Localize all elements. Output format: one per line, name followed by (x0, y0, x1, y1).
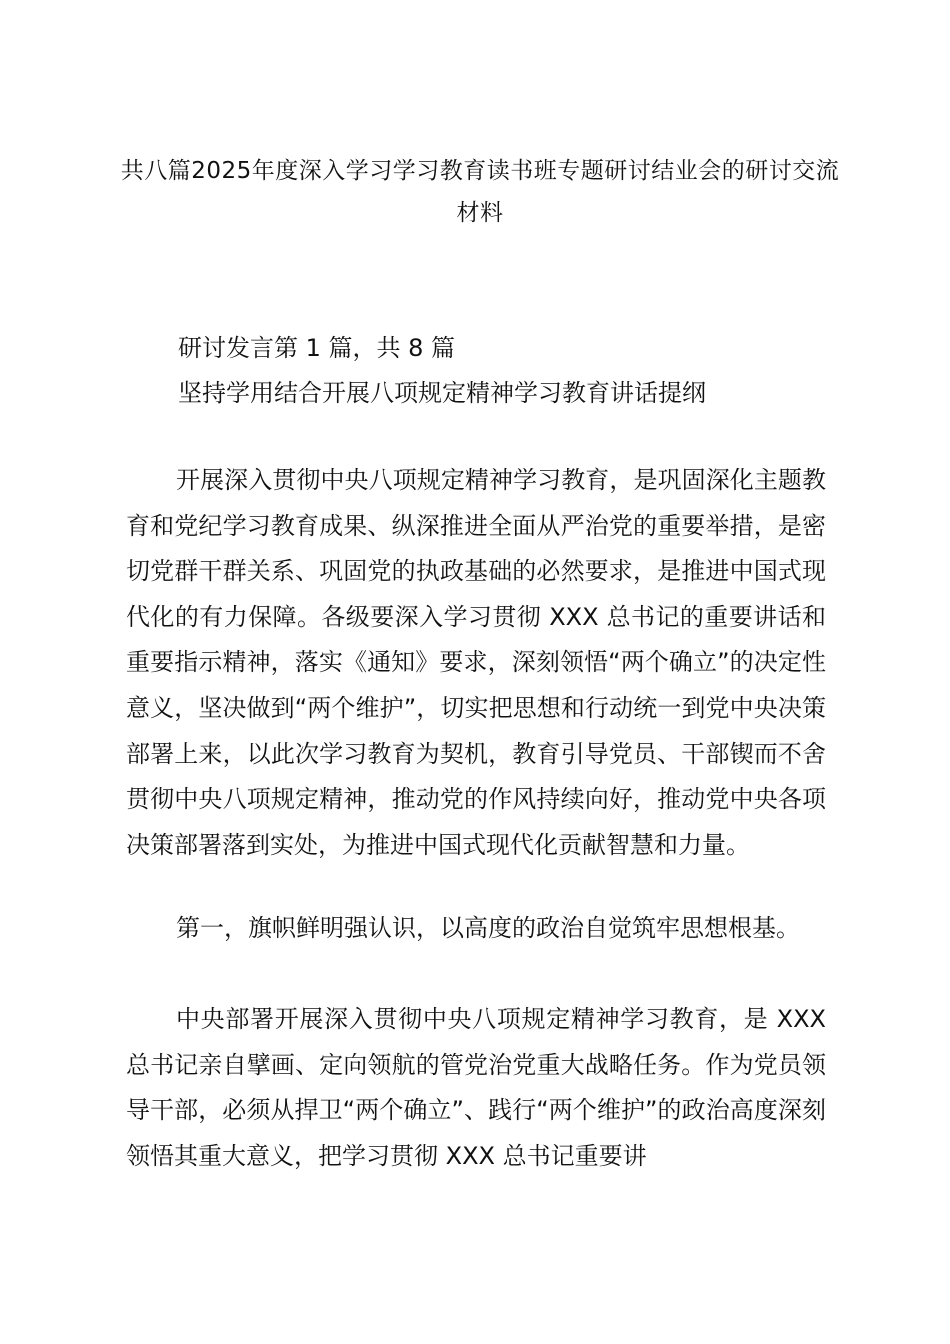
section-title: 坚持学用结合开展八项规定精神学习教育讲话提纲 (178, 379, 706, 407)
heading-paragraph: 第一，旗帜鲜明强认识，以高度的政治自觉筑牢思想根基。 (176, 914, 800, 942)
body-paragraph: 中央部署开展深入贯彻中央八项规定精神学习教育，是 XXX 总书记亲自擘画、定向领航的管党治党重大战略任务。作为党员领导干部，必须从捍卫“两个确立”、践行“两个维护”的政治高度深刻领悟其重大意义，把学习贯彻 XXX 总书记重要讲 (126, 1005, 826, 1170)
section-label: 研讨发言第 1 篇，共 8 篇 (178, 334, 456, 362)
document-title: 共八篇2025年度深入学习学习教育读书班专题研讨结业会的研讨交流材料 (120, 158, 840, 226)
body-paragraph: 开展深入贯彻中央八项规定精神学习教育，是巩固深化主题教育和党纪学习教育成果、纵深推进全面从严治党的重要举措，是密切党群干群关系、巩固党的执政基础的必然要求，是推进中国式现代化的有力保障。各级要深入学习贯彻 XXX 总书记的重要讲话和重要指示精神，落实《通知》要求，深刻领悟“两个确立”的决定性意义，坚决做到“两个维护”，切实把思想和行动统一到党中央决策部署上来，以此次学习教育为契机，教育引导党员、干部锲而不舍贯彻中央八项规定精神，推动党的作风持续向好，推动党中央各项决策部署落到实处，为推进中国式现代化贡献智慧和力量。 (126, 466, 826, 859)
